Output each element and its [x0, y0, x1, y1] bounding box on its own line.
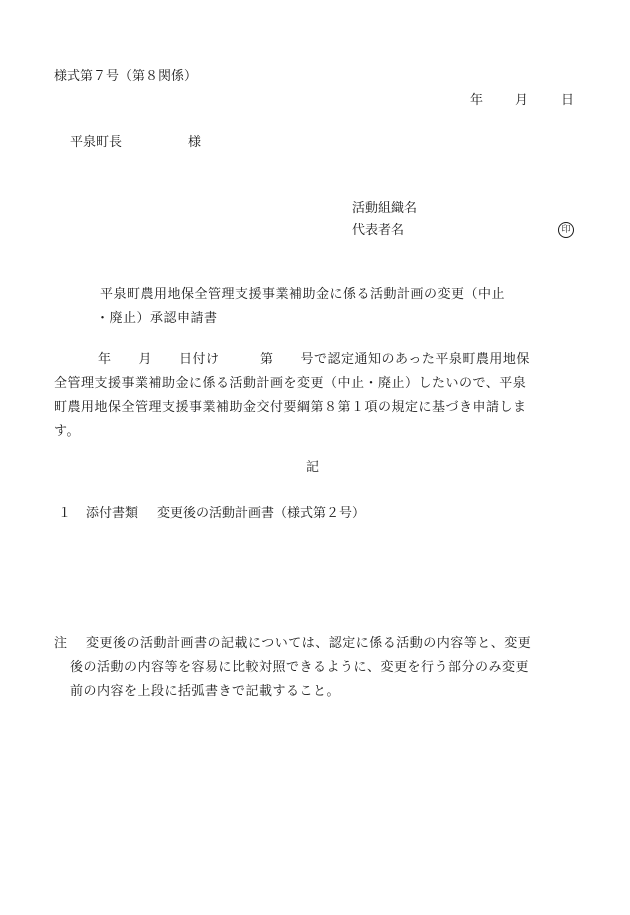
ki-heading: 記 [306, 460, 320, 475]
attachment-number: １ [58, 506, 72, 521]
note-prefix: 注 [54, 636, 68, 651]
date-day-label: 日 [561, 93, 575, 108]
organization-name-label: 活動組織名 [352, 201, 418, 216]
note-text [70, 632, 531, 704]
form-number: 様式第７号（第８関係） [54, 69, 198, 84]
body-line-3: 町農用地保全管理支援事業補助金交付要綱第８第１項の規定に基づき申請しま [54, 400, 527, 415]
date-year-label: 年 [470, 93, 484, 108]
body-line-4: す。 [54, 424, 80, 439]
note-line-2: 後の活動の内容等を容易に比較対照できるように、変更を行う部分のみ変更 [70, 660, 530, 675]
body-line-2: 全管理支援事業補助金に係る活動計画を変更（中止・廃止）したいので、平泉 [54, 376, 527, 391]
application-title [96, 283, 506, 331]
seal-mark: 印 [558, 222, 574, 238]
note-line-3: 前の内容を上段に括弧書きで記載すること。 [70, 684, 341, 699]
addressee-honorific: 様 [188, 135, 202, 150]
date-month-label: 月 [515, 93, 529, 108]
title-line-2: ・廃止）承認申請書 [96, 311, 218, 326]
representative-name-label: 代表者名 [352, 223, 405, 238]
body-line-1: 年 月 日付け 第 号で認定通知のあった平泉町農用地保 [98, 352, 530, 367]
addressee-name: 平泉町長 [70, 135, 123, 150]
application-body [54, 348, 530, 444]
attachment-content: 変更後の活動計画書（様式第２号） [157, 506, 366, 521]
title-line-1: 平泉町農用地保全管理支援事業補助金に係る活動計画の変更（中止 [100, 287, 506, 302]
attachment-label: 添付書類 [86, 506, 139, 521]
note-line-1: 変更後の活動計画書の記載については、認定に係る活動の内容等と、変更 [86, 636, 532, 651]
